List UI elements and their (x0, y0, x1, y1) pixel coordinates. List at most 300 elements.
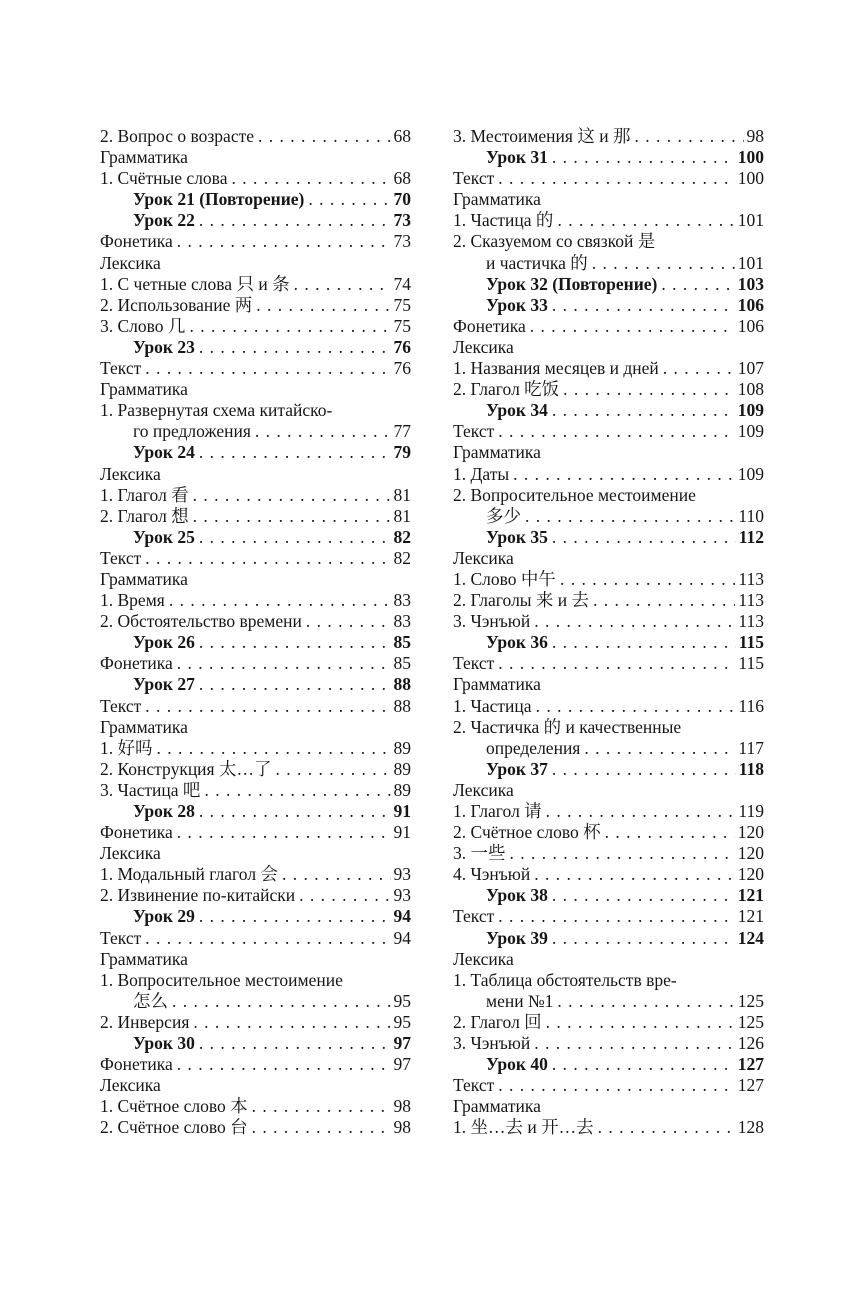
page-number: 121 (737, 906, 764, 927)
entry-text: Урок 22 (133, 210, 195, 231)
toc-lesson-entry (100, 210, 411, 231)
page-number: 88 (393, 674, 411, 695)
page-number: 118 (738, 758, 764, 779)
dot-leader (199, 632, 391, 653)
entry-text: Грамматика (100, 568, 188, 589)
page-number: 70 (393, 189, 411, 210)
entry-text: 1. 好吗 (100, 737, 153, 758)
entry-text: 1. Таблица обстоятельств вре- (453, 969, 677, 990)
entry-text: Грамматика (453, 1096, 541, 1117)
toc-section-heading (453, 674, 764, 695)
page-number: 93 (393, 885, 411, 906)
entry-text: 3. Слово 几 (100, 315, 186, 336)
toc-lesson-entry (453, 632, 764, 653)
toc-entry (100, 231, 411, 252)
toc-entry (453, 590, 764, 611)
dot-leader (193, 506, 391, 527)
toc-entry (100, 1054, 411, 1075)
toc-entry (453, 696, 764, 717)
page-number: 126 (737, 1033, 764, 1054)
toc-entry (453, 738, 764, 759)
dot-leader (252, 1117, 391, 1138)
entry-text: 3. 一些 (453, 843, 506, 864)
dot-leader (552, 400, 735, 421)
toc-entry (453, 210, 764, 231)
toc-entry (100, 822, 411, 843)
toc-lesson-entry (100, 1033, 411, 1054)
toc-entry (100, 590, 411, 611)
dot-leader (199, 442, 391, 463)
entry-text: Грамматика (453, 189, 541, 210)
page-number: 125 (737, 990, 764, 1011)
page-number: 89 (393, 737, 411, 758)
toc-entry (453, 822, 764, 843)
toc-entry (100, 358, 411, 379)
toc-entry (100, 485, 411, 506)
dot-leader (282, 864, 391, 885)
toc-entry (100, 928, 411, 949)
page-number: 108 (737, 379, 764, 400)
page-number: 94 (393, 927, 411, 948)
entry-text: Фонетика (100, 653, 173, 674)
dot-leader (663, 358, 735, 379)
page-number: 94 (393, 906, 411, 927)
toc-entry (100, 506, 411, 527)
page-number: 82 (393, 547, 411, 568)
page-number: 75 (393, 315, 411, 336)
entry-text: Урок 29 (133, 906, 195, 927)
toc-entry (453, 1117, 764, 1138)
page-number: 125 (737, 1011, 764, 1032)
dot-leader (199, 337, 391, 358)
dot-leader (199, 801, 391, 822)
entry-text: Текст (453, 653, 495, 674)
page-number: 113 (738, 568, 764, 589)
entry-text: 3. Чэнъюй (453, 611, 531, 632)
page-number: 91 (393, 822, 411, 843)
toc-entry (100, 738, 411, 759)
toc-lesson-entry (453, 1054, 764, 1075)
toc-lesson-entry (453, 295, 764, 316)
page-number: 75 (393, 294, 411, 315)
entry-text: Грамматика (100, 716, 188, 737)
entry-text: 1. 坐…去 и 开…去 (453, 1117, 594, 1138)
entry-text: Урок 38 (486, 885, 548, 906)
entry-text: Урок 37 (486, 758, 548, 779)
dot-leader (534, 1033, 735, 1054)
page-number: 89 (393, 758, 411, 779)
entry-text: 2. Вопросительное местоимение (453, 484, 696, 505)
entry-text: Текст (100, 547, 142, 568)
dot-leader (584, 738, 735, 759)
entry-text: 1. Счётные слова (100, 168, 228, 189)
toc-entry (453, 421, 764, 442)
dot-leader (552, 527, 736, 548)
entry-text: 4. Чэнъюй (453, 864, 531, 885)
entry-text: Фонетика (453, 315, 526, 336)
dot-leader (498, 906, 734, 927)
entry-text: Лексика (100, 843, 161, 864)
dot-leader (157, 738, 391, 759)
entry-text: Грамматика (100, 147, 188, 168)
entry-text: Урок 33 (486, 294, 548, 315)
entry-text: 2. Частичка 的 и качественные (453, 716, 682, 737)
page-number: 100 (737, 147, 764, 168)
entry-text: Грамматика (100, 379, 188, 400)
toc-lesson-entry (100, 337, 411, 358)
dot-leader (546, 1012, 735, 1033)
entry-text: 3. Чэнъюй (453, 1033, 531, 1054)
entry-text: Урок 27 (133, 674, 195, 695)
toc-entry (453, 801, 764, 822)
entry-text: 1. Частица 的 (453, 210, 554, 231)
entry-text: 1. Время (100, 590, 165, 611)
page-number: 85 (393, 653, 411, 674)
entry-text: 2. Глаголы 来 и 去 (453, 590, 590, 611)
entry-text: 1. С четные слова 只 и 条 (100, 273, 290, 294)
entry-text: Фонетика (100, 1054, 173, 1075)
dot-leader (536, 696, 736, 717)
toc-entry (100, 1012, 411, 1033)
toc-section-heading (453, 337, 764, 358)
page-number: 85 (393, 632, 411, 653)
entry-text: 2. Глагол 想 (100, 505, 189, 526)
toc-entry (453, 464, 764, 485)
dot-leader (199, 527, 391, 548)
entry-text: Текст (100, 927, 142, 948)
page-number: 101 (737, 210, 764, 231)
toc-entry (100, 421, 411, 442)
page-number: 124 (737, 927, 764, 948)
page-number: 98 (746, 126, 764, 146)
toc-lesson-entry (453, 274, 764, 295)
page-number: 83 (393, 590, 411, 611)
dot-leader (634, 126, 743, 147)
toc-section-heading (453, 970, 764, 991)
entry-text: Лексика (453, 336, 514, 357)
page-number: 121 (737, 885, 764, 906)
page-number: 115 (738, 632, 764, 653)
dot-leader (513, 464, 735, 485)
entry-text: 多少 (486, 505, 521, 526)
toc-section-heading (453, 780, 764, 801)
toc-entry (453, 316, 764, 337)
entry-text: Текст (100, 695, 142, 716)
toc-section-heading (453, 231, 764, 252)
page-number: 110 (738, 505, 764, 526)
dot-leader (193, 485, 391, 506)
dot-leader (552, 759, 736, 780)
entry-text: Грамматика (453, 442, 541, 463)
entry-text: Фонетика (100, 231, 173, 252)
entry-text: Текст (453, 421, 495, 442)
toc-entry (100, 885, 411, 906)
toc-entry (453, 379, 764, 400)
dot-leader (172, 991, 391, 1012)
entry-text: 1. Глагол 请 (453, 801, 542, 821)
page-number: 117 (738, 737, 764, 758)
entry-text: Урок 24 (133, 442, 195, 463)
entry-text: 2. Счётное слово 台 (100, 1117, 248, 1138)
dot-leader (530, 316, 735, 337)
entry-text: Урок 36 (486, 632, 548, 653)
page-number: 119 (738, 801, 764, 821)
entry-text: 怎么 (133, 990, 168, 1011)
toc-section-heading (100, 464, 411, 485)
dot-leader (598, 1117, 735, 1138)
dot-leader (552, 885, 735, 906)
toc-section-heading (453, 1096, 764, 1117)
toc-entry (453, 1012, 764, 1033)
entry-text: Грамматика (100, 948, 188, 969)
toc-entry (100, 653, 411, 674)
dot-leader (145, 548, 390, 569)
toc-entry (453, 126, 764, 147)
entry-text: Урок 28 (133, 801, 195, 821)
entry-text: 3. Частица 吧 (100, 779, 201, 800)
dot-leader (204, 780, 390, 801)
page-number: 98 (393, 1096, 411, 1117)
page-number: 120 (737, 843, 764, 864)
toc-section-heading (100, 970, 411, 991)
dot-leader (258, 126, 391, 147)
toc-entry (453, 569, 764, 590)
dot-leader (231, 168, 390, 189)
dot-leader (177, 1054, 391, 1075)
toc-lesson-entry (100, 801, 411, 822)
entry-text: определения (486, 737, 581, 758)
toc-section-heading (100, 949, 411, 970)
page-number: 106 (737, 294, 764, 315)
dot-leader (177, 822, 391, 843)
entry-text: Урок 30 (133, 1033, 195, 1054)
page-number: 77 (393, 421, 411, 442)
dot-leader (306, 611, 391, 632)
entry-text: 2. Обстоятельство времени (100, 611, 302, 632)
toc-entry (453, 653, 764, 674)
entry-text: 2. Извинение по-китайски (100, 885, 296, 906)
toc-entry (453, 358, 764, 379)
page-number: 91 (393, 801, 411, 821)
entry-text: Текст (453, 1075, 495, 1096)
toc-entry (100, 759, 411, 780)
entry-text: 1. Частица (453, 695, 532, 716)
entry-text: Текст (453, 906, 495, 927)
table-of-contents (100, 126, 764, 1139)
entry-text: 2. Инверсия (100, 1011, 190, 1032)
page-number: 76 (393, 336, 411, 357)
dot-leader (145, 358, 390, 379)
entry-text: 1. Даты (453, 463, 510, 484)
toc-entry (100, 780, 411, 801)
entry-text: Грамматика (453, 674, 541, 695)
page-number: 74 (393, 273, 411, 294)
toc-entry (453, 991, 764, 1012)
entry-text: Урок 34 (486, 400, 548, 421)
toc-entry (100, 274, 411, 295)
dot-leader (252, 1096, 391, 1117)
page-number: 89 (393, 779, 411, 800)
entry-text: Лексика (100, 463, 161, 484)
entry-text: 2. Глагол 回 (453, 1011, 542, 1032)
page-number: 82 (393, 526, 411, 547)
entry-text: 2. Конструкция 太…了 (100, 758, 272, 779)
entry-text: Урок 25 (133, 526, 195, 547)
entry-text: Урок 26 (133, 632, 195, 653)
page-number: 68 (393, 168, 411, 189)
dot-leader (592, 253, 735, 274)
dot-leader (199, 210, 391, 231)
toc-section-heading (453, 442, 764, 463)
entry-text: 2. Счётное слово 杯 (453, 822, 601, 843)
page-number: 97 (393, 1033, 411, 1054)
dot-leader (308, 189, 390, 210)
toc-entry (100, 696, 411, 717)
toc-section-heading (100, 1075, 411, 1096)
entry-text: го предложения (133, 421, 251, 442)
dot-leader (605, 822, 735, 843)
dot-leader (498, 1075, 734, 1096)
entry-text: 2. Глагол 吃饭 (453, 379, 560, 400)
entry-text: Лексика (100, 1075, 161, 1096)
toc-lesson-entry (100, 632, 411, 653)
page-number: 127 (737, 1075, 764, 1096)
page-number: 120 (737, 822, 764, 843)
entry-text: и частичка 的 (486, 252, 588, 273)
toc-lesson-entry (453, 147, 764, 168)
entry-text: 1. Вопросительное местоимение (100, 969, 343, 990)
toc-entry (100, 864, 411, 885)
entry-text: Урок 32 (Повторение) (486, 273, 658, 294)
page-number: 73 (393, 231, 411, 252)
toc-lesson-entry (453, 928, 764, 949)
dot-leader (275, 759, 390, 780)
dot-leader (498, 653, 735, 674)
toc-lesson-entry (100, 674, 411, 695)
toc-entry (100, 316, 411, 337)
toc-entry (453, 611, 764, 632)
entry-text: Урок 31 (486, 147, 548, 168)
dot-leader (256, 295, 390, 316)
toc-entry (100, 295, 411, 316)
toc-column-right (453, 126, 764, 1139)
entry-text: 1. Модальный глагол 会 (100, 864, 278, 885)
entry-text: Фонетика (100, 822, 173, 843)
page-number: 112 (738, 526, 764, 547)
page-number: 107 (737, 358, 764, 379)
entry-text: Лексика (453, 779, 514, 800)
dot-leader (552, 1054, 735, 1075)
toc-entry (100, 168, 411, 189)
toc-entry (453, 1033, 764, 1054)
page-number: 128 (737, 1117, 764, 1138)
dot-leader (563, 379, 735, 400)
entry-text: 1. Развернутая схема китайско- (100, 400, 333, 421)
entry-text: Текст (100, 358, 142, 379)
toc-entry (100, 611, 411, 632)
page-number: 88 (393, 695, 411, 716)
dot-leader (557, 991, 734, 1012)
dot-leader (255, 421, 391, 442)
dot-leader (193, 1012, 390, 1033)
toc-section-heading (453, 485, 764, 506)
entry-text: Лексика (453, 547, 514, 568)
entry-text: Урок 23 (133, 336, 195, 357)
toc-lesson-entry (453, 885, 764, 906)
toc-entry (453, 843, 764, 864)
toc-section-heading (100, 569, 411, 590)
entry-text: 1. Слово 中午 (453, 568, 556, 589)
dot-leader (534, 611, 735, 632)
entry-text: Лексика (453, 948, 514, 969)
dot-leader (498, 168, 734, 189)
toc-entry (453, 1075, 764, 1096)
page-number: 109 (737, 463, 764, 484)
page-number: 97 (393, 1054, 411, 1075)
toc-lesson-entry (453, 527, 764, 548)
toc-lesson-entry (453, 400, 764, 421)
toc-entry (100, 1096, 411, 1117)
page-number: 109 (737, 421, 764, 442)
dot-leader (145, 696, 390, 717)
page-number: 95 (393, 990, 411, 1011)
toc-lesson-entry (100, 442, 411, 463)
entry-text: 2. Использование 两 (100, 294, 253, 315)
toc-section-heading (453, 189, 764, 210)
entry-text: мени №1 (486, 990, 554, 1011)
entry-text: 2. Вопрос о возрасте (100, 126, 254, 146)
page-number: 83 (393, 611, 411, 632)
page-number: 109 (737, 400, 764, 421)
toc-section-heading (100, 147, 411, 168)
dot-leader (560, 569, 735, 590)
page-number: 93 (393, 864, 411, 885)
dot-leader (199, 906, 391, 927)
dot-leader (189, 316, 390, 337)
dot-leader (552, 147, 735, 168)
page-number: 68 (393, 126, 411, 146)
dot-leader (199, 674, 391, 695)
toc-column-left (100, 126, 411, 1139)
dot-leader (546, 801, 736, 822)
page-number: 127 (737, 1054, 764, 1075)
toc-section-heading (100, 253, 411, 274)
entry-text: 1. Названия месяцев и дней (453, 358, 659, 379)
page-number: 120 (737, 864, 764, 885)
toc-section-heading (453, 949, 764, 970)
page-number: 115 (738, 653, 764, 674)
toc-section-heading (453, 717, 764, 738)
entry-text: 1. Глагол 看 (100, 484, 189, 505)
dot-leader (552, 632, 736, 653)
entry-text: Урок 21 (Повторение) (133, 189, 305, 210)
toc-entry (100, 126, 411, 147)
page-number: 76 (393, 358, 411, 379)
entry-text: Урок 39 (486, 927, 548, 948)
page-number: 73 (393, 210, 411, 231)
dot-leader (525, 506, 735, 527)
page-number: 113 (738, 611, 764, 632)
toc-lesson-entry (100, 189, 411, 210)
toc-section-heading (100, 400, 411, 421)
toc-entry (453, 906, 764, 927)
page-number: 101 (737, 252, 764, 273)
page-number: 98 (393, 1117, 411, 1138)
page-number: 116 (738, 695, 764, 716)
toc-entry (453, 168, 764, 189)
dot-leader (169, 590, 391, 611)
toc-lesson-entry (100, 906, 411, 927)
